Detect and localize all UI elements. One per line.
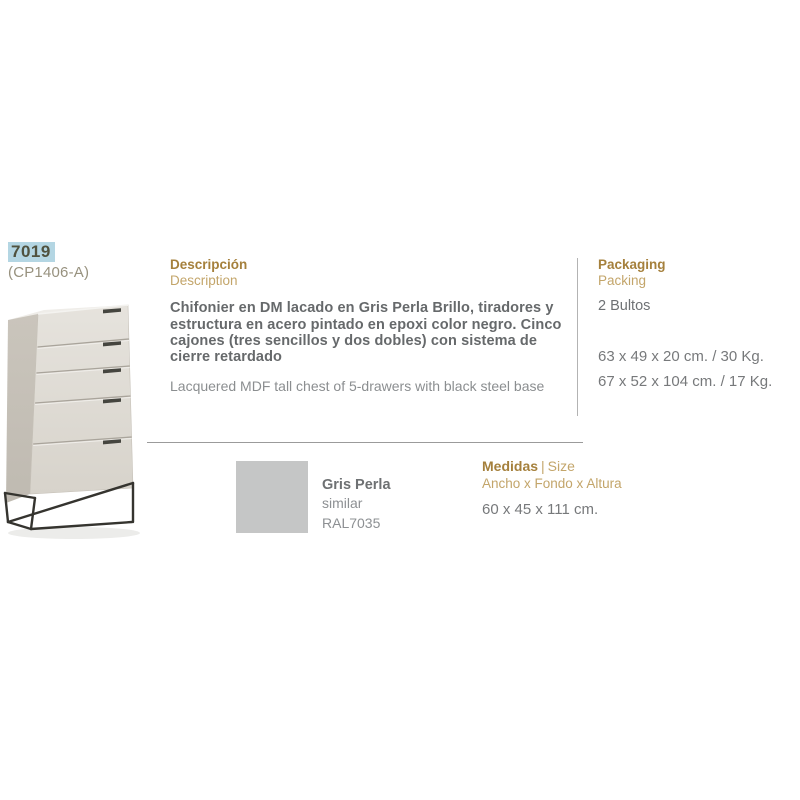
measures-heading-es: Medidas (482, 458, 539, 474)
finish-color-swatch (236, 461, 308, 533)
packaging-box-dimensions (598, 345, 794, 395)
description-heading-es: Descripción (170, 257, 248, 272)
description-text-en: Lacquered MDF tall chest of 5-drawers with black steel base (170, 378, 545, 395)
description-text-es: Chifonier en DM lacado en Gris Perla Brillo, tiradores y estructura en acero pintado en epoxi color negro. Cinco cajones (tres sencillos y dos dobles) con sistema de cierre retardado (170, 300, 562, 366)
packaging-units: 2 Bultos (598, 298, 651, 315)
finish-ral-code: RAL7035 (322, 514, 381, 531)
packaging-section (598, 257, 794, 395)
finish-labels (322, 477, 391, 532)
description-heading-en: Description (170, 273, 238, 289)
measures-subtitle: Ancho x Fondo x Altura (482, 475, 622, 491)
measures-heading-separator: | (541, 458, 545, 474)
measures-section (482, 458, 622, 518)
finish-name: Gris Perla (322, 477, 391, 493)
horizontal-divider (147, 442, 583, 443)
product-code: 7019 (8, 242, 55, 262)
product-reference: (CP1406-A) (8, 264, 90, 281)
packaging-heading-alt: Packing (598, 273, 647, 289)
product-code-block (8, 242, 89, 281)
packaging-heading-en: Packaging (598, 257, 666, 272)
vertical-divider (577, 258, 578, 416)
packaging-box-1: 63 x 49 x 20 cm. / 30 Kg. (598, 348, 764, 366)
measures-value: 60 x 45 x 111 cm. (482, 501, 599, 519)
product-photo (2, 296, 147, 541)
packaging-box-2: 67 x 52 x 104 cm. / 17 Kg. (598, 373, 773, 391)
finish-qualifier: similar (322, 495, 363, 511)
measures-heading-en: Size (547, 458, 575, 474)
chest-of-drawers-illustration (2, 296, 147, 541)
description-section (170, 257, 574, 394)
measures-heading (482, 458, 622, 476)
